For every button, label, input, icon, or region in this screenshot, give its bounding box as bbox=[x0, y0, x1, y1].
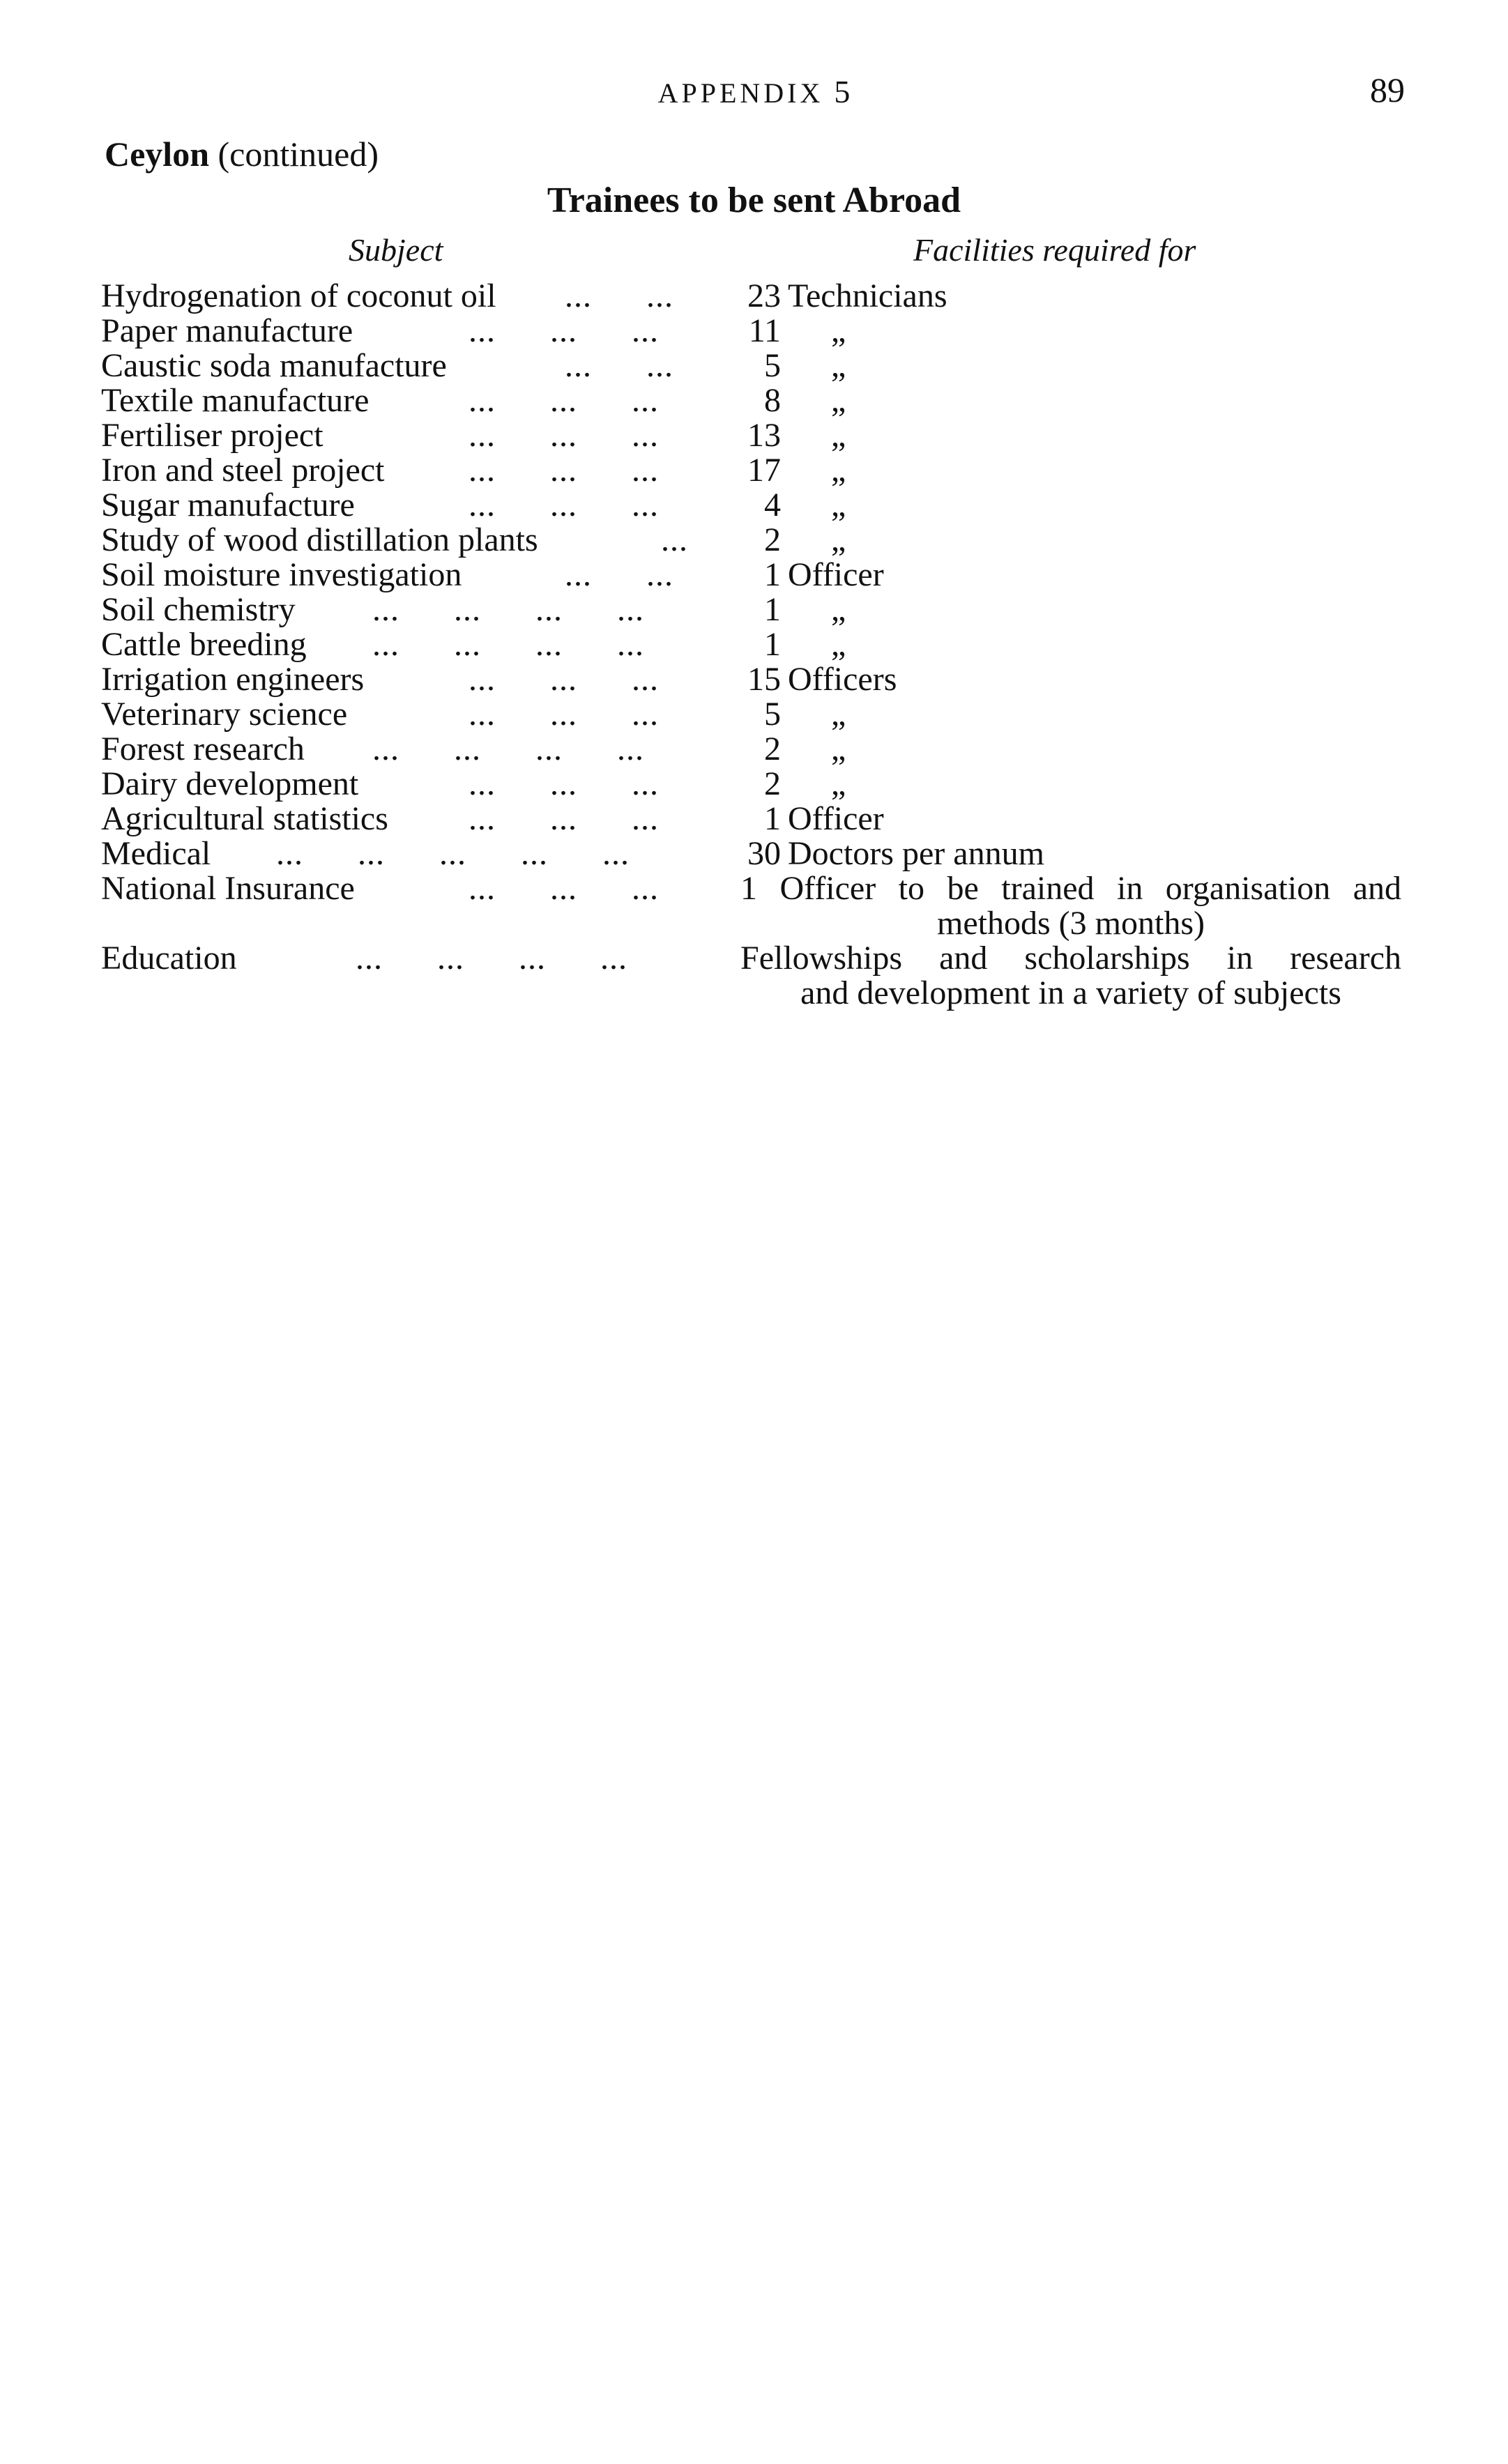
row-count: 2 bbox=[764, 521, 781, 558]
dot-leader: ... ... ... ... ... bbox=[276, 835, 630, 872]
dot-leader: ... bbox=[661, 521, 688, 558]
row-subject: Sugar manufacture bbox=[101, 487, 355, 523]
ditto-mark: „ bbox=[831, 417, 846, 454]
description-line-1: 1 Officer to be trained in organisation and bbox=[740, 870, 1401, 907]
table-row bbox=[0, 279, 1508, 314]
row-count: 5 bbox=[764, 696, 781, 733]
table-row-national-insurance bbox=[0, 871, 1508, 941]
ditto-mark: „ bbox=[831, 452, 846, 489]
row-subject: Education bbox=[101, 940, 237, 977]
row-count: 15 bbox=[747, 661, 781, 698]
table-row-education bbox=[0, 941, 1508, 1011]
dot-leader: ... ... bbox=[565, 556, 673, 593]
dot-leader: ... ... ... ... bbox=[372, 730, 644, 767]
row-subject: National Insurance bbox=[101, 870, 355, 907]
table-row bbox=[0, 697, 1508, 732]
table-row bbox=[0, 558, 1508, 592]
table-row bbox=[0, 523, 1508, 558]
dot-leader: ... ... ... bbox=[469, 452, 659, 489]
dot-leader: ... ... ... ... bbox=[372, 626, 644, 663]
row-subject: Soil chemistry bbox=[101, 591, 296, 628]
table-row bbox=[0, 767, 1508, 802]
dot-leader: ... ... ... bbox=[469, 312, 659, 349]
ditto-mark: „ bbox=[831, 696, 846, 733]
dot-leader: ... ... ... bbox=[469, 696, 659, 733]
row-subject: Dairy development bbox=[101, 765, 359, 802]
table-row bbox=[0, 732, 1508, 767]
row-subject: Textile manufacture bbox=[101, 382, 370, 419]
appendix-label: APPENDIX bbox=[657, 77, 824, 109]
row-subject: Veterinary science bbox=[101, 696, 348, 733]
dot-leader: ... ... ... ... bbox=[356, 940, 627, 977]
table-row bbox=[0, 418, 1508, 453]
dot-leader: ... ... ... bbox=[469, 382, 659, 419]
row-subject: Soil moisture investigation bbox=[101, 556, 462, 593]
row-count: 17 bbox=[747, 452, 781, 489]
row-count: 1 bbox=[764, 800, 781, 837]
column-header-facilities: Facilities required for bbox=[913, 232, 1196, 268]
table-row bbox=[0, 836, 1508, 871]
row-subject: Paper manufacture bbox=[101, 312, 353, 349]
ditto-mark: „ bbox=[831, 487, 846, 523]
dot-leader: ... ... ... bbox=[469, 800, 659, 837]
table-row bbox=[0, 592, 1508, 627]
row-unit: Officer bbox=[788, 800, 884, 837]
trainees-table bbox=[0, 279, 1508, 1011]
row-unit: Officers bbox=[788, 661, 897, 698]
dot-leader: ... ... ... bbox=[469, 765, 659, 802]
ditto-mark: „ bbox=[831, 765, 846, 802]
column-header-subject: Subject bbox=[349, 232, 443, 268]
table-row bbox=[0, 383, 1508, 418]
ditto-mark: „ bbox=[831, 382, 846, 419]
row-subject: Forest research bbox=[101, 730, 305, 767]
running-header bbox=[0, 73, 1508, 110]
ditto-mark: „ bbox=[831, 730, 846, 767]
dot-leader: ... ... ... bbox=[469, 487, 659, 523]
dot-leader: ... ... bbox=[565, 347, 673, 384]
country-heading bbox=[105, 134, 379, 174]
table-title: Trainees to be sent Abroad bbox=[547, 181, 961, 220]
row-count: 8 bbox=[764, 382, 781, 419]
appendix-number: 5 bbox=[834, 74, 851, 109]
ditto-mark: „ bbox=[831, 591, 846, 628]
row-subject: Iron and steel project bbox=[101, 452, 385, 489]
row-count: 2 bbox=[764, 730, 781, 767]
row-count: 30 bbox=[747, 835, 781, 872]
table-row bbox=[0, 627, 1508, 662]
row-count: 5 bbox=[764, 347, 781, 384]
row-count: 1 bbox=[764, 626, 781, 663]
table-row bbox=[0, 662, 1508, 697]
row-subject: Agricultural statistics bbox=[101, 800, 388, 837]
dot-leader: ... ... ... ... bbox=[372, 591, 644, 628]
country-name: Ceylon bbox=[105, 135, 209, 174]
row-count: 1 bbox=[764, 556, 781, 593]
ditto-mark: „ bbox=[831, 347, 846, 384]
dot-leader: ... ... ... bbox=[469, 417, 659, 454]
table-row bbox=[0, 453, 1508, 488]
row-unit: Doctors per annum bbox=[788, 835, 1044, 872]
ditto-mark: „ bbox=[831, 521, 846, 558]
row-unit: Officer bbox=[788, 556, 884, 593]
table-row bbox=[0, 314, 1508, 349]
table-row bbox=[0, 488, 1508, 523]
description-line-1: Fellowships and scholarships in research bbox=[740, 940, 1401, 977]
row-count: 13 bbox=[747, 417, 781, 454]
row-count: 1 bbox=[764, 591, 781, 628]
row-description bbox=[740, 871, 1401, 941]
country-suffix: (continued) bbox=[218, 135, 379, 174]
dot-leader: ... ... bbox=[565, 277, 673, 314]
row-subject: Study of wood distillation plants bbox=[101, 521, 538, 558]
row-count: 2 bbox=[764, 765, 781, 802]
ditto-mark: „ bbox=[831, 626, 846, 663]
row-count: 23 bbox=[747, 277, 781, 314]
row-subject: Hydrogenation of coconut oil bbox=[101, 277, 496, 314]
table-row bbox=[0, 802, 1508, 836]
page-number: 89 bbox=[1370, 70, 1405, 109]
description-line-2: methods (3 months) bbox=[937, 905, 1205, 942]
row-subject: Cattle breeding bbox=[101, 626, 307, 663]
dot-leader: ... ... ... bbox=[469, 870, 659, 907]
dot-leader: ... ... ... bbox=[469, 661, 659, 698]
row-unit: Technicians bbox=[788, 277, 947, 314]
row-count: 11 bbox=[748, 312, 781, 349]
row-subject: Caustic soda manufacture bbox=[101, 347, 447, 384]
row-description bbox=[740, 941, 1401, 1011]
row-subject: Irrigation engineers bbox=[101, 661, 365, 698]
table-row bbox=[0, 349, 1508, 383]
ditto-mark: „ bbox=[831, 312, 846, 349]
row-count: 4 bbox=[764, 487, 781, 523]
description-line-2: and development in a variety of subjects bbox=[800, 974, 1341, 1011]
row-subject: Fertiliser project bbox=[101, 417, 323, 454]
row-subject: Medical bbox=[101, 835, 211, 872]
